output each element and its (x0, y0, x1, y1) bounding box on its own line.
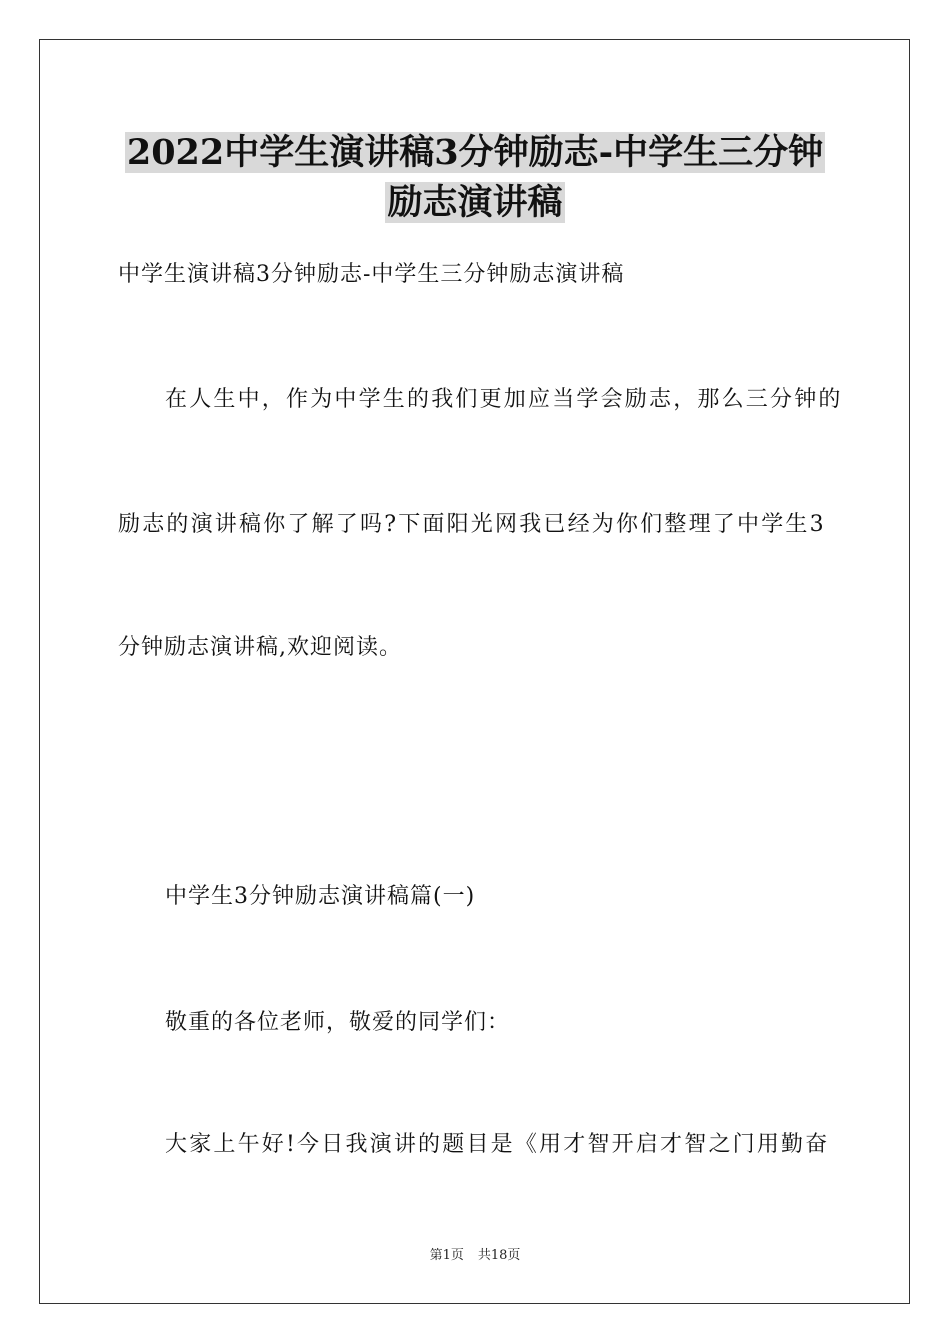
page-total: 共18页 (477, 1248, 521, 1263)
paragraph-1-line-1: 在人生中，作为中学生的我们更加应当学会励志，那么三分钟的 (165, 387, 843, 412)
paragraph-1-line-2: 励志的演讲稿你了解了吗?下面阳光网我已经为你们整理了中学生3 (118, 512, 826, 537)
document-title-text-1: 2022中学生演讲稿3分钟励志-中学生三分钟 (126, 132, 824, 173)
document-title-line-2 (40, 180, 910, 226)
paragraph-2-line-1: 大家上午好!今日我演讲的题目是《用才智开启才智之门用勤奋 (165, 1132, 830, 1157)
document-title-line-1 (40, 130, 910, 176)
page-number: 第1页 (429, 1248, 464, 1263)
page-border (39, 39, 910, 1304)
document-subtitle: 中学生演讲稿3分钟励志-中学生三分钟励志演讲稿 (118, 262, 625, 287)
document-title-text-2: 励志演讲稿 (387, 182, 563, 223)
section-heading: 中学生3分钟励志演讲稿篇(一) (165, 884, 476, 909)
greeting-line: 敬重的各位老师，敬爱的同学们： (165, 1010, 511, 1035)
paragraph-1-line-3: 分钟励志演讲稿,欢迎阅读。 (118, 635, 402, 660)
page-footer (40, 1247, 910, 1265)
